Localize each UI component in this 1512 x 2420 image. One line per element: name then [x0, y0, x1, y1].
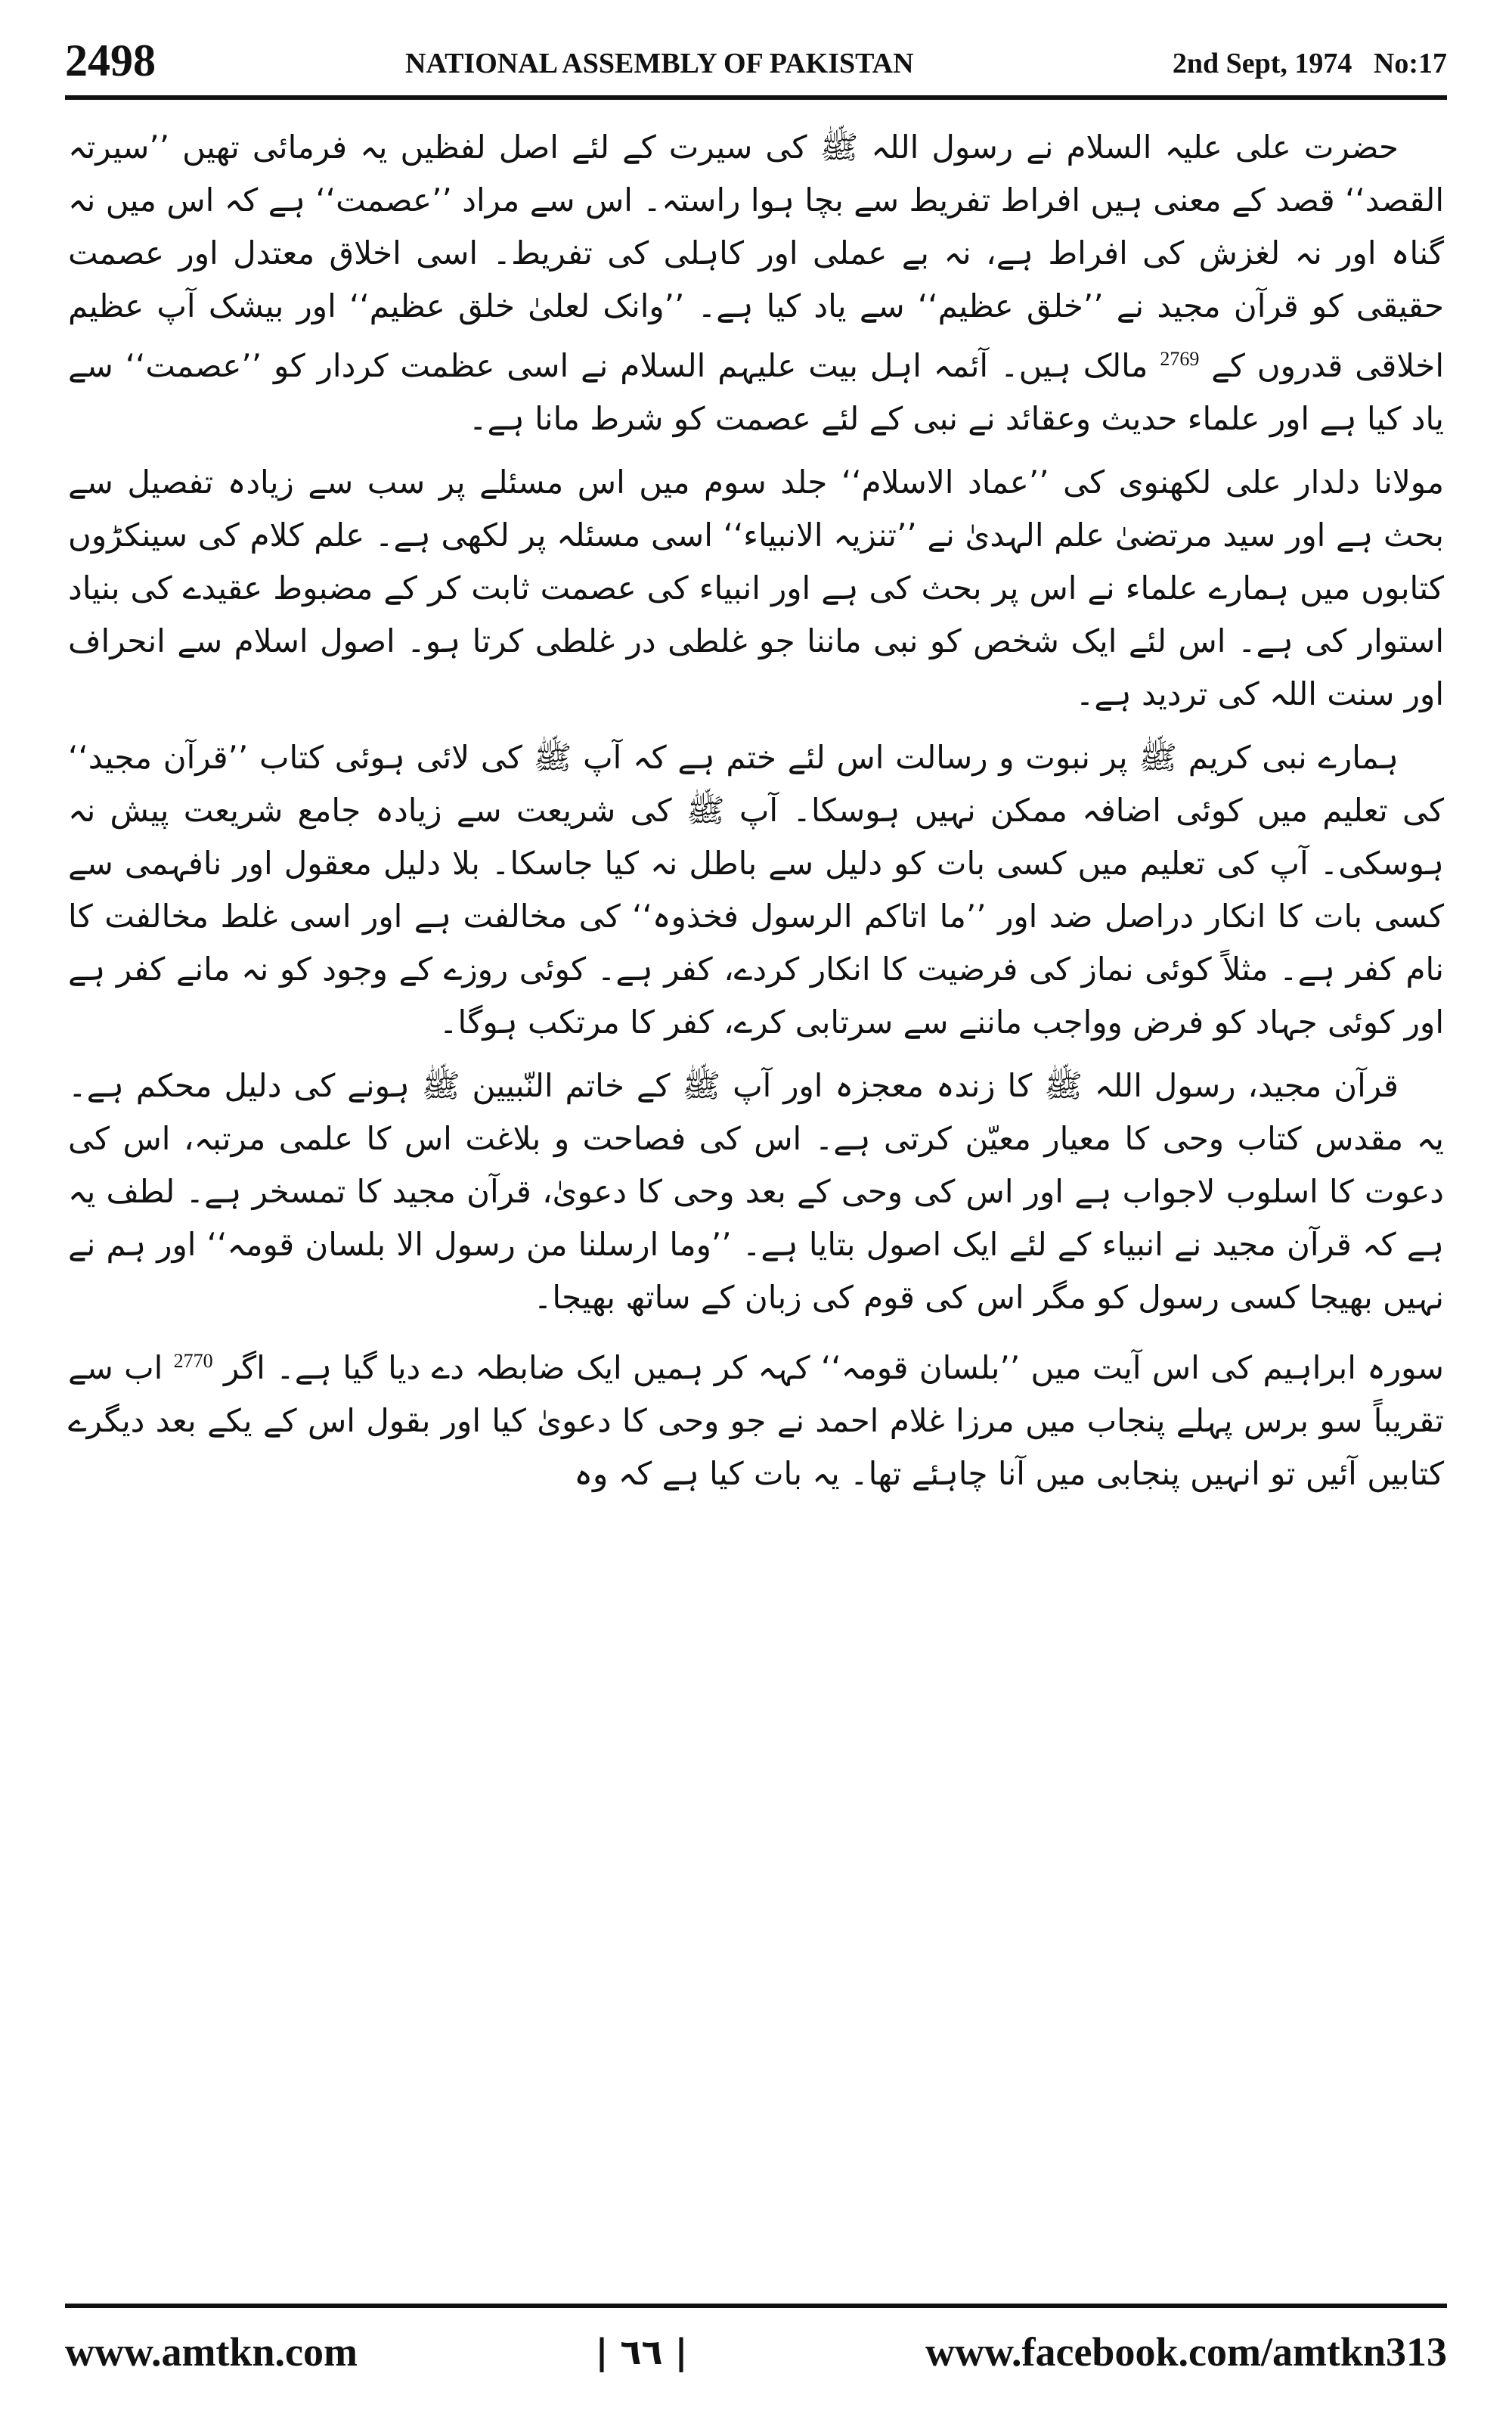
paragraph-text: سورہ ابراہیم کی اس آیت میں ’’بلسان قومہ‘‘ کہہ کر ہمیں ایک ضابطہ دے دیا گیا ہے۔ اگر	[223, 1349, 1444, 1386]
footnote-reference: 2769	[1160, 348, 1200, 370]
paragraph-text-continued: مالک ہیں۔ آئمہ اہل بیت علیہم السلام نے اسی عظمت کردار کو ’’عصمت‘‘ سے یاد کیا ہے اور علماء حدیث وعقائد نے نبی کے لئے عصمت کو شرط مانا ہے۔	[68, 347, 1444, 437]
paragraph-3	[68, 731, 1444, 1049]
footnote-reference: 2770	[173, 1350, 213, 1372]
publication-title: NATIONAL ASSEMBLY OF PAKISTAN	[405, 48, 914, 79]
paragraph-text: مولانا دلدار علی لکھنوی کی ’’عماد الاسلام‘‘ جلد سوم میں اس مسئلے پر سب سے زیادہ تفصیل سے بحث ہے اور سید مرتضیٰ علم الہدیٰ نے ’’تنزیہ الانبیاء‘‘ اسی مسئلہ پر لکھی ہے۔ علم کلام کی سینکڑوں کتابوں میں ہمارے علماء نے اس پر بحث کی ہے اور انبیاء کی عصمت ثابت کر کے مضبوط عقیدے کی بنیاد استوار کی ہے۔ اس لئے ایک شخص کو نبی ماننا جو غلطی در غلطی کرتا ہو۔ اصول اسلام سے انحراف اور سنت اللہ کی تردید ہے۔	[68, 464, 1444, 712]
footer-separator: |	[595, 2332, 609, 2372]
paragraph-text-continued: اب سے تقریباً سو برس پہلے پنجاب میں مرزا غلام احمد نے جو وحی کا دعویٰ کیا اور بقول اس کے یکے بعد دیگرے کتابیں آئیں تو انہیں پنجابی میں آنا چاہئے تھا۔ یہ بات کیا ہے کہ وہ	[68, 1349, 1444, 1492]
urdu-body-text	[68, 121, 1444, 2269]
facebook-link[interactable]: www.facebook.com/amtkn313	[925, 2329, 1447, 2375]
page-header	[65, 33, 1447, 94]
header-divider	[65, 95, 1447, 100]
paragraph-5	[68, 1335, 1444, 1500]
issue-number: No:17	[1373, 48, 1447, 79]
footer-separator: |	[674, 2332, 688, 2372]
page-footer	[65, 2322, 1447, 2382]
footer-divider	[65, 2304, 1447, 2308]
page-number: 2498	[65, 36, 156, 85]
session-date: 2nd Sept, 1974	[1172, 48, 1352, 79]
header-date-issue	[1173, 45, 1447, 82]
paragraph-text: قرآن مجید، رسول اللہ ﷺ کا زندہ معجزہ اور آپ ﷺ کے خاتم النّبیین ﷺ ہونے کی دلیل محکم ہے۔ یہ مقدس کتاب وحی کا معیار معیّن کرتی ہے۔ اس کی فصاحت و بلاغت اس کا علمی مرتبہ، اس کی دعوت کا اسلوب لاجواب ہے اور اس کی وحی کے بعد وحی کا دعویٰ، قرآن مجید کا تمسخر ہے۔ لطف یہ ہے کہ قرآن مجید نے انبیاء کے لئے ایک اصول بتایا ہے۔ ’’وما ارسلنا من رسول الا بلسان قومہ‘‘ اور ہم نے نہیں بھیجا کسی رسول کو مگر اس کی قوم کی زبان کے ساتھ بھیجا۔	[68, 1067, 1444, 1316]
footer-page-number: ٦٦	[620, 2332, 663, 2372]
paragraph-1	[68, 121, 1444, 445]
paragraph-text: حضرت علی علیہ السلام نے رسول اللہ ﷺ کی سیرت کے لئے اصل لفظیں یہ فرمائی تھیں ’’سیرتہ القصد‘‘ قصد کے معنی ہیں افراط تفریط سے بچا ہوا راستہ۔ اس سے مراد ’’عصمت‘‘ ہے کہ اس میں نہ گناہ اور نہ لغزش کی افراط ہے، نہ بے عملی اور کاہلی کی تفریط۔ اسی اخلاق معتدل اور عصمت حقیقی کو قرآن مجید نے ’’خلق عظیم‘‘ سے یاد کیا ہے۔ ’’وانک لعلیٰ خلق عظیم‘‘ اور بیشک آپ عظیم اخلاقی قدروں کے	[68, 129, 1444, 384]
paragraph-4	[68, 1060, 1444, 1324]
paragraph-text: ہمارے نبی کریم ﷺ پر نبوت و رسالت اس لئے ختم ہے کہ آپ ﷺ کی لائی ہوئی کتاب ’’قرآن مجید‘‘ کی تعلیم میں کوئی اضافہ ممکن نہیں ہوسکا۔ آپ ﷺ کی شریعت سے زیادہ جامع شریعت پیش نہ ہوسکی۔ آپ کی تعلیم میں کسی بات کو دلیل سے باطل نہ کیا جاسکا۔ بلا دلیل معقول اور نافہمی سے کسی بات کا انکار دراصل ضد اور ’’ما اتاکم الرسول فخذوہ‘‘ کی مخالفت ہے اور اسی غلط مخالفت کا نام کفر ہے۔ مثلاً کوئی نماز کی فرضیت کا انکار کردے، کفر ہے۔ کوئی روزے کے وجود کو نہ مانے کفر ہے اور کوئی جہاد کو فرض وواجب ماننے سے سرتابی کرے، کفر کا مرتکب ہوگا۔	[68, 739, 1444, 1041]
paragraph-2	[68, 456, 1444, 721]
website-link[interactable]: www.amtkn.com	[65, 2329, 358, 2375]
footer-page-marker	[596, 2325, 688, 2378]
